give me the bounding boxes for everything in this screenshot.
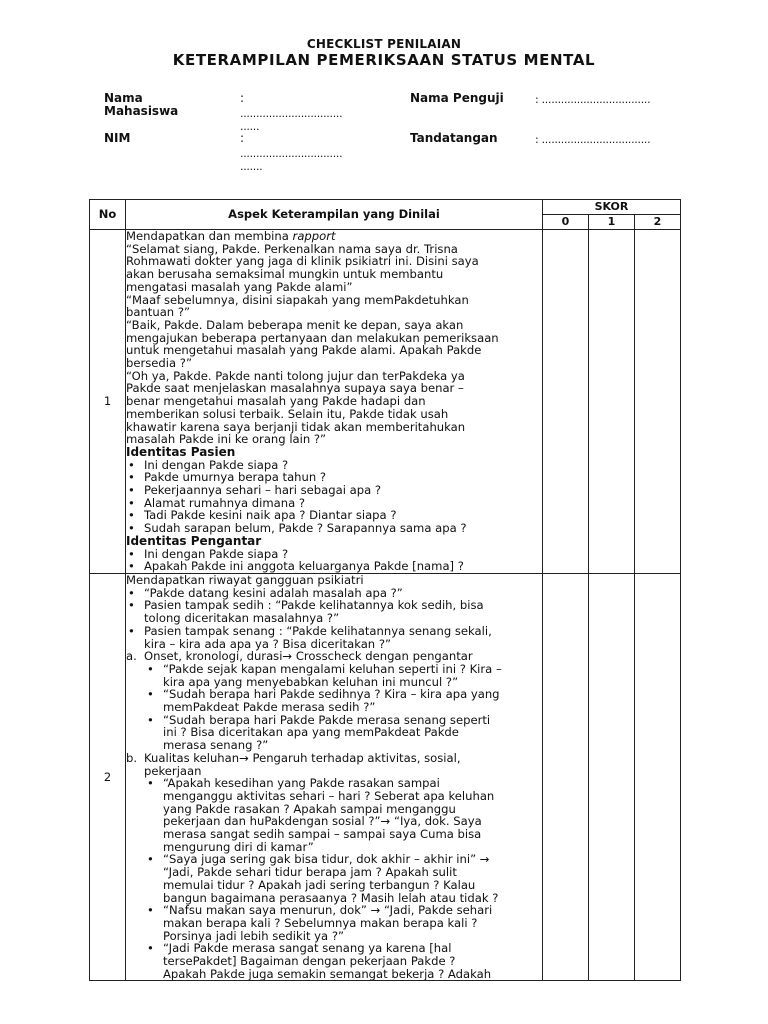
section-a-list (126, 663, 542, 752)
section-b-title-cont: pekerjaan (144, 763, 202, 778)
table-row (90, 573, 681, 981)
pasien-question-list (126, 459, 542, 535)
nama-field[interactable]: ................................ (240, 107, 343, 120)
score-cell-1[interactable] (589, 230, 635, 574)
score-cell-0[interactable] (543, 230, 589, 574)
dialog-line: bantuan ?” (126, 305, 191, 320)
pengantar-question-list (126, 548, 542, 573)
score-header-0: 0 (543, 215, 589, 230)
list-item: • Ini dengan Pakde siapa ? (126, 459, 542, 472)
section-a (126, 650, 542, 663)
list-item: • Pakde umurnya berapa tahun ? (126, 471, 542, 484)
opening-question-list (126, 587, 542, 651)
tandatangan-label: Tandatangan (410, 131, 498, 145)
nim-colon: : (240, 131, 245, 145)
dialog-line: “Maaf sebelumnya, disini siapakah yang memPakdetuhkan (126, 292, 469, 307)
penguji-field[interactable]: : .................................. (535, 93, 651, 106)
list-item: • “Apakah kesedihan yang Pakde rasakan sampai menganggu aktivitas sehari – hari ? Seberat apa keluhan yang Pakde rasakan ? Apakah sampai menganggu pekerjaan dan huPakdengan sosial ?”→ “Iya, dok. Saya merasa sangat sedih sampai – sampai saya Cuma bisa mengurung diri di kamar” (126, 777, 542, 853)
section-title-pasien: Identitas Pasien (126, 444, 236, 459)
score-header-1: 1 (589, 215, 635, 230)
dialog-line: “Selamat siang, Pakde. Perkenalkan nama saya dr. Trisna (126, 241, 458, 256)
section-b-title: Kualitas keluhan→ Pengaruh terhadap aktivitas, sosial, (144, 750, 461, 765)
dialog-line: akan berusaha semaksimal mungkin untuk membantu (126, 267, 444, 282)
list-item: • Pasien tampak sedih : “Pakde kelihatannya kok sedih, bisa tolong diceritakan masalahnya ?” (126, 599, 542, 624)
col-header-no: No (90, 200, 126, 230)
list-item: • “Saya juga sering gak bisa tidur, dok akhir – akhir ini” → “Jadi, Pakde sehari tidur berapa jam ? Apakah sulit memulai tidur ? Apakah jadi sering terbangun ? Kalau bangun bagaimana perasaanya ? Masih lelah atau tidak ? (126, 853, 542, 904)
dialog-line: khawatir karena saya berjanji tidak akan memberitahukan (126, 419, 466, 434)
score-cell-1[interactable] (589, 573, 635, 981)
col-header-aspek: Aspek Keterampilan yang Dinilai (126, 200, 543, 230)
list-item: • “Jadi Pakde merasa sangat senang ya karena [hal tersePakdet] Bagaiman dengan pekerjaan Pakde ? Apakah Pakde juga semakin semangat bekerja ? Adakah (126, 942, 542, 980)
table-row (90, 230, 681, 574)
row-number: 2 (90, 573, 126, 981)
nim-field[interactable]: ................................ (240, 147, 343, 160)
list-item: • “Sudah berapa hari Pakde Pakde merasa senang seperti ini ? Bisa diceritakan apa yang memPakdeat Pakde merasa senang ?” (126, 714, 542, 752)
section-title-pengantar: Identitas Pengantar (126, 533, 262, 548)
aspect-intro: Mendapatkan riwayat gangguan psikiatri (126, 573, 364, 587)
nama-field-cont: ...... (240, 120, 260, 133)
list-item: • “Nafsu makan saya menurun, dok” → “Jadi, Pakde sehari makan berapa kali ? Sebelumnya makan berapa kali ? Porsinya jadi lebih sedikit ya ?” (126, 904, 542, 942)
section-b-list (126, 777, 542, 980)
penguji-label: Nama Penguji (410, 91, 504, 105)
dialog-line: benar mengetahui masalah yang Pakde hadapi dan (126, 394, 426, 409)
score-cell-2[interactable] (635, 230, 681, 574)
dialog-line: bersedia ?” (126, 356, 192, 371)
dialog-line: Pakde saat menjelaskan masalahnya supaya saya benar – (126, 381, 464, 396)
nim-field-cont: ....... (240, 160, 263, 173)
list-item: • Ini dengan Pakde siapa ? (126, 548, 542, 561)
nama-colon: : (240, 91, 245, 105)
dialog-line: “Baik, Pakde. Dalam beberapa menit ke depan, saya akan (126, 317, 464, 332)
score-header-2: 2 (635, 215, 681, 230)
mahasiswa-label: Mahasiswa (104, 104, 179, 118)
dialog-line: mengatasi masalah yang Pakde alami” (126, 279, 353, 294)
nim-label: NIM (104, 131, 131, 145)
list-item: • “Pakde datang kesini adalah masalah apa ?” (126, 587, 542, 600)
aspect-intro: Mendapatkan dan membina rapport (126, 229, 336, 243)
row-number: 1 (90, 230, 126, 574)
list-item: • Apakah Pakde ini anggota keluarganya Pakde [nama] ? (126, 560, 542, 573)
dialog-line: Rohmawati dokter yang jaga di klinik psikiatri ini. Disini saya (126, 254, 479, 269)
list-item: • “Sudah berapa hari Pakde sedihnya ? Kira – kira apa yang memPakdeat Pakde merasa sedih ?” (126, 688, 542, 713)
list-item: • Pasien tampak senang : “Pakde kelihatannya senang sekali, kira – kira ada apa ya ? Bisa diceritakan ?” (126, 625, 542, 650)
nama-label: Nama (104, 91, 143, 105)
page-title: KETERAMPILAN PEMERIKSAAN STATUS MENTAL (172, 51, 596, 69)
dialog-line: mengajukan beberapa pertanyaan dan melakukan pemeriksaan (126, 330, 499, 345)
list-item: • Alamat rumahnya dimana ? (126, 497, 542, 510)
tandatangan-field[interactable]: : .................................. (535, 133, 651, 146)
section-b-letter: b. (126, 750, 138, 765)
dialog-line: “Oh ya, Pakde. Pakde nanti tolong jujur dan terPakdeka ya (126, 368, 465, 383)
score-cell-0[interactable] (543, 573, 589, 981)
dialog-line: masalah Pakde ini ke orang lain ?” (126, 432, 327, 447)
list-item: • Sudah sarapan belum, Pakde ? Sarapannya sama apa ? (126, 522, 542, 535)
dialog-line: memberikan solusi terbaik. Selain itu, Pakde tidak usah (126, 406, 449, 421)
score-cell-2[interactable] (635, 573, 681, 981)
checklist-subtitle: CHECKLIST PENILAIAN (306, 37, 462, 51)
col-header-skor: SKOR (543, 200, 681, 215)
dialog-line: untuk mengetahui masalah yang Pakde alami. Apakah Pakde (126, 343, 482, 358)
aspect-cell (126, 573, 543, 981)
list-item: • “Pakde sejak kapan mengalami keluhan seperti ini ? Kira – kira apa yang menyebabkan keluhan ini muncul ?” (126, 663, 542, 688)
section-a-letter: a. (126, 649, 137, 664)
section-b (126, 752, 542, 777)
aspect-cell (126, 230, 543, 574)
list-item: • Tadi Pakde kesini naik apa ? Diantar siapa ? (126, 509, 542, 522)
assessment-table (89, 199, 681, 981)
section-a-title: Onset, kronologi, durasi→ Crosscheck dengan pengantar (144, 649, 473, 664)
list-item: • Pekerjaannya sehari – hari sebagai apa ? (126, 484, 542, 497)
